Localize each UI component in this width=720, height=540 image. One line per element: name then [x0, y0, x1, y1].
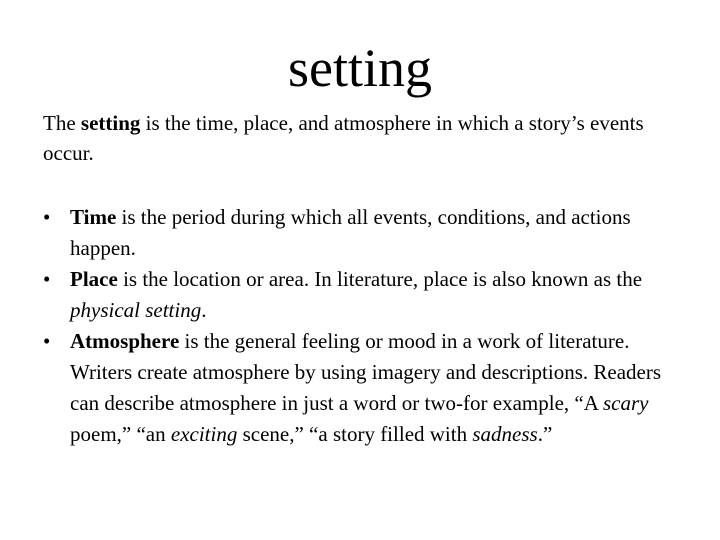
bullet-emphasis-scary: scary [603, 391, 649, 415]
intro-paragraph [43, 108, 683, 168]
bullet-text: is the general feeling or mood in a work of literature. Writers create atmosphere by using imagery and descriptions. Readers can describe atmosphere in just a word or two-for example, “A [70, 329, 662, 415]
bullet-atmosphere [43, 326, 683, 450]
bullet-icon: • [43, 329, 51, 353]
intro-term: setting [80, 111, 141, 135]
bullet-term: Place [70, 267, 118, 291]
bullet-emphasis-sadness: sadness [472, 422, 538, 446]
bullet-term: Time [70, 205, 117, 229]
bullet-place [43, 264, 683, 326]
bullet-text: is the period during which all events, conditions, and actions happen. [70, 205, 631, 260]
bullet-text-end: . [201, 298, 207, 322]
bullet-emphasis-exciting: exciting [170, 422, 238, 446]
bullet-icon: • [43, 267, 51, 291]
bullet-text: scene,” “a story filled with [237, 422, 473, 446]
bullet-term: Atmosphere [70, 329, 180, 353]
bullet-text: is the location or area. In literature, place is also known as the [117, 267, 643, 291]
bullet-time [43, 202, 683, 264]
bullet-text: poem,” “an [70, 422, 171, 446]
bullet-text-end: .” [537, 422, 553, 446]
slide-title: setting [288, 38, 432, 98]
intro-post: is the time, place, and atmosphere in which a story’s events occur. [43, 111, 644, 165]
bullet-icon: • [43, 205, 51, 229]
bullet-emphasis: physical setting [70, 298, 202, 322]
intro-pre: The [43, 111, 81, 135]
bullet-list [43, 202, 683, 450]
